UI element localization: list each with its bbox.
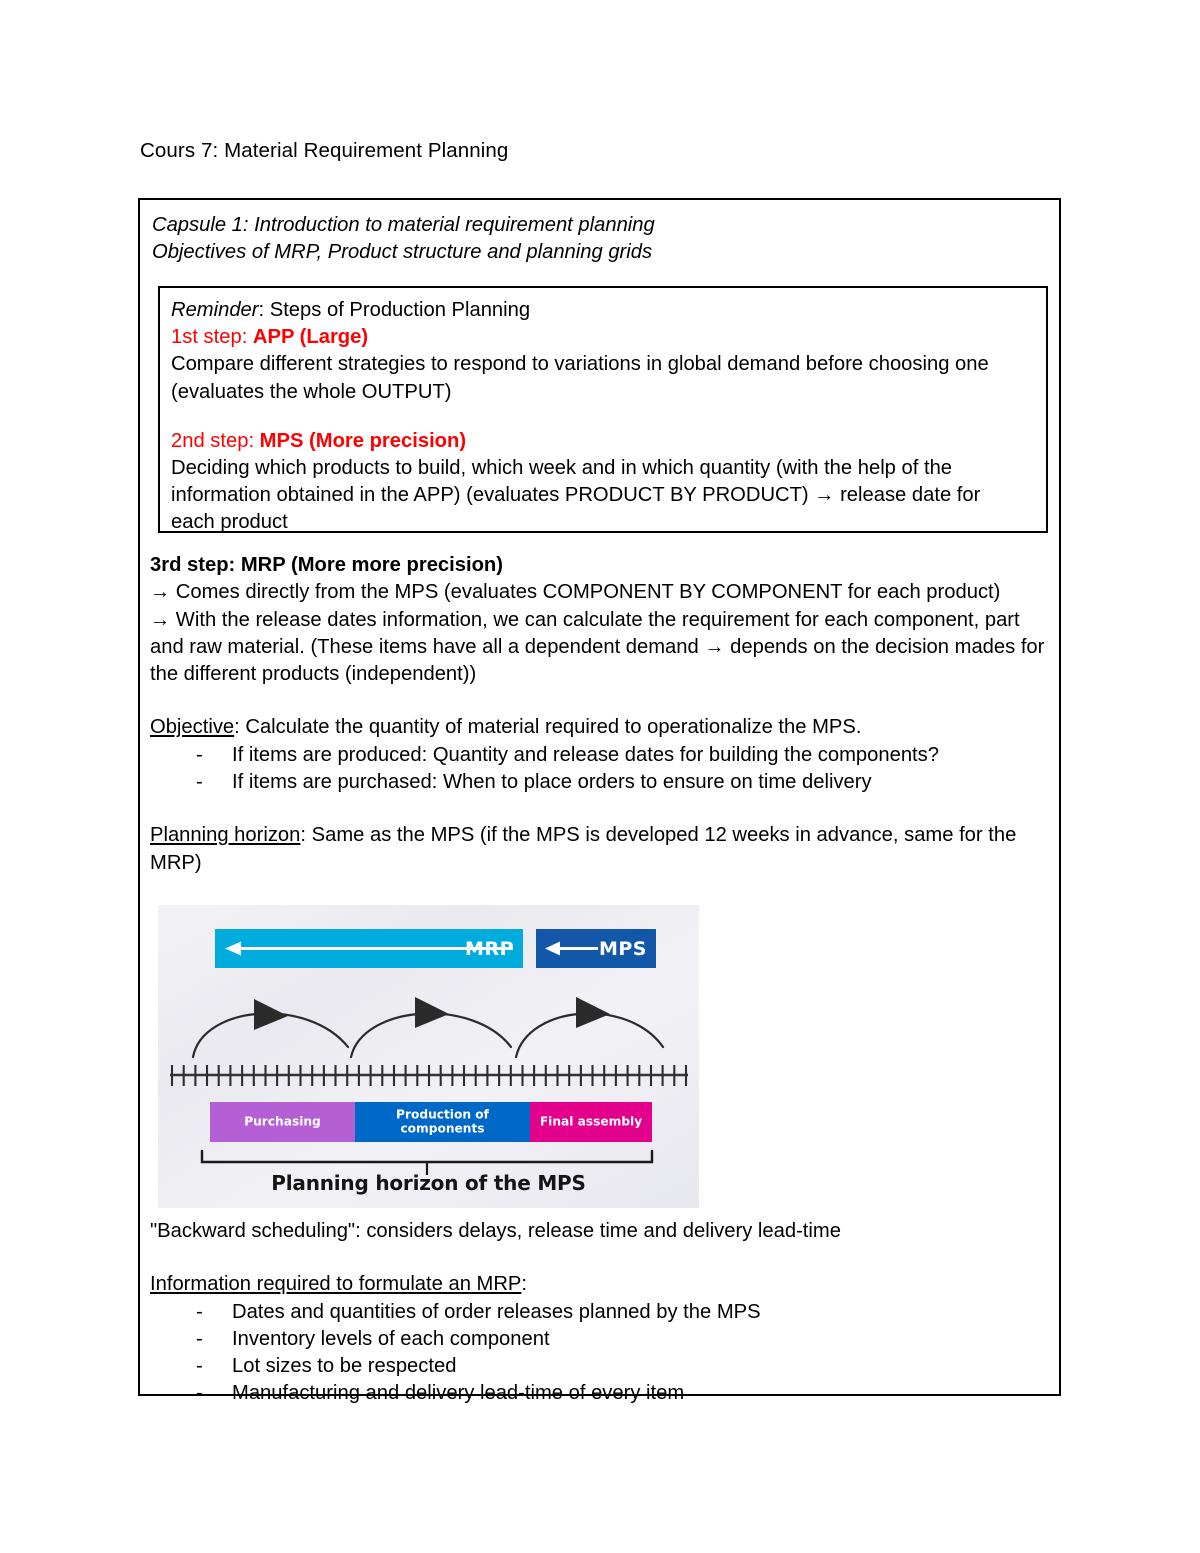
dash-marker: - xyxy=(196,1300,203,1323)
figure-canvas xyxy=(158,905,699,1208)
list-item xyxy=(150,769,1051,796)
objective-list xyxy=(150,742,1051,797)
step2-body-line1: Deciding which products to build, which week and in which quantity (with the help of the xyxy=(171,457,953,480)
section-spacer-3 xyxy=(150,1245,1051,1271)
reminder-heading-italic: Reminder xyxy=(171,299,259,321)
list-item xyxy=(150,1326,1051,1353)
objective-text: : Calculate the quantity of material required to operationalize the MPS. xyxy=(234,716,862,739)
step1-body-line2: (evaluates the whole OUTPUT) xyxy=(171,380,452,403)
step1-heading xyxy=(171,324,1038,351)
step3-arrow-1: → Comes directly from the MPS (evaluates COMPONENT BY COMPONENT for each product) xyxy=(150,581,1001,604)
list-item xyxy=(150,1299,1051,1326)
dash-marker: - xyxy=(196,743,203,766)
segment-production-label-line2: components xyxy=(400,1121,485,1135)
list-item-text: Manufacturing and delivery lead-time of every item xyxy=(232,1382,685,1405)
mrp-arrow-bar xyxy=(215,929,523,968)
backward-scheduling-text: "Backward scheduling": considers delays, release time and delivery lead-time xyxy=(150,1220,841,1242)
segment-purchasing-label: Purchasing xyxy=(244,1114,321,1129)
info-required-colon: : xyxy=(521,1273,528,1296)
dash-marker: - xyxy=(196,1382,203,1405)
reminder-content xyxy=(171,297,1038,537)
capsule-heading-line2: Objectives of MRP, Product structure and planning grids xyxy=(152,241,653,263)
step2-body-line3: each product xyxy=(171,511,288,534)
step2-heading xyxy=(171,428,1038,455)
dash-marker: - xyxy=(196,1355,203,1378)
mrp-bar-label: MRP xyxy=(465,937,514,960)
info-required-list xyxy=(150,1299,1051,1408)
planning-horizon-text: : Same as the MPS (if the MPS is developed 12 weeks in advance, same for the MRP) xyxy=(150,824,1017,874)
list-item-text: If items are purchased: When to place orders to ensure on time delivery xyxy=(232,771,872,794)
reminder-inner-box xyxy=(158,286,1048,533)
info-required-label: Information required to formulate an MRP xyxy=(150,1273,522,1296)
list-item-text: If items are produced: Quantity and release dates for building the components? xyxy=(232,743,939,766)
planning-horizon-label: Planning horizon xyxy=(150,824,301,847)
planning-horizon-caption: Planning horizon of the MPS xyxy=(271,1171,586,1195)
list-item-text: Inventory levels of each component xyxy=(232,1327,550,1350)
segment-purchasing xyxy=(210,1102,355,1142)
arc-arrowhead-icon xyxy=(254,999,288,1030)
segment-final-assembly xyxy=(530,1102,652,1142)
step3-arrow-2: → With the release dates information, we can calculate the requirement for each component, part and raw material. (These items have all a dependent demand → depends on the decision mades for the different products (independent)) xyxy=(150,608,1045,686)
step1-bold: APP (Large) xyxy=(252,326,369,349)
planning-horizon-line xyxy=(150,822,1051,877)
list-item xyxy=(150,1380,1051,1407)
list-item xyxy=(150,742,1051,769)
step1-label: 1st step: xyxy=(171,326,253,349)
info-required-line xyxy=(150,1271,1051,1298)
segment-production-label-line1: Production of xyxy=(396,1107,489,1122)
reminder-heading xyxy=(171,297,1038,324)
list-item-text: Lot sizes to be respected xyxy=(232,1355,457,1378)
section-spacer-2 xyxy=(150,796,1051,822)
step2-bold: MPS (More precision) xyxy=(259,429,467,452)
segment-production-of-components xyxy=(355,1102,530,1142)
capsule-heading xyxy=(152,212,1049,266)
list-item xyxy=(150,1353,1051,1380)
segment-production-label xyxy=(355,1109,530,1136)
page-title: Cours 7: Material Requirement Planning xyxy=(140,139,509,162)
segment-final-assembly-label: Final assembly xyxy=(539,1114,643,1129)
capsule-heading-line1: Capsule 1: Introduction to material requirement planning xyxy=(152,214,655,236)
reminder-spacer xyxy=(171,406,1038,428)
backward-scheduling-arcs xyxy=(158,975,699,1100)
mps-arrow-bar xyxy=(536,929,656,968)
objective-label: Objective xyxy=(150,716,235,739)
step1-body-line1: Compare different strategies to respond to variations in global demand before choosing one xyxy=(171,353,989,376)
section-spacer-1 xyxy=(150,688,1051,714)
step3-heading: 3rd step: MRP (More more precision) xyxy=(150,554,503,576)
capsule-outer-box xyxy=(138,198,1061,1405)
info-required-section xyxy=(150,1218,1051,1408)
mrp-mps-planning-horizon-figure xyxy=(158,905,699,1208)
step2-label: 2nd step: xyxy=(171,429,260,452)
dash-marker: - xyxy=(196,771,203,794)
list-item-text: Dates and quantities of order releases planned by the MPS xyxy=(232,1300,761,1323)
objective-line xyxy=(150,714,1051,741)
arc-arrowhead-icon xyxy=(576,997,610,1028)
step2-body-line2: information obtained in the APP) (evaluates PRODUCT BY PRODUCT) → release date for xyxy=(171,484,981,507)
arc-arrowhead-icon xyxy=(415,997,449,1028)
reminder-heading-rest: : Steps of Production Planning xyxy=(258,299,531,321)
dash-marker: - xyxy=(196,1327,203,1350)
step3-section xyxy=(150,552,1051,877)
mps-bar-label: MPS xyxy=(598,937,647,960)
